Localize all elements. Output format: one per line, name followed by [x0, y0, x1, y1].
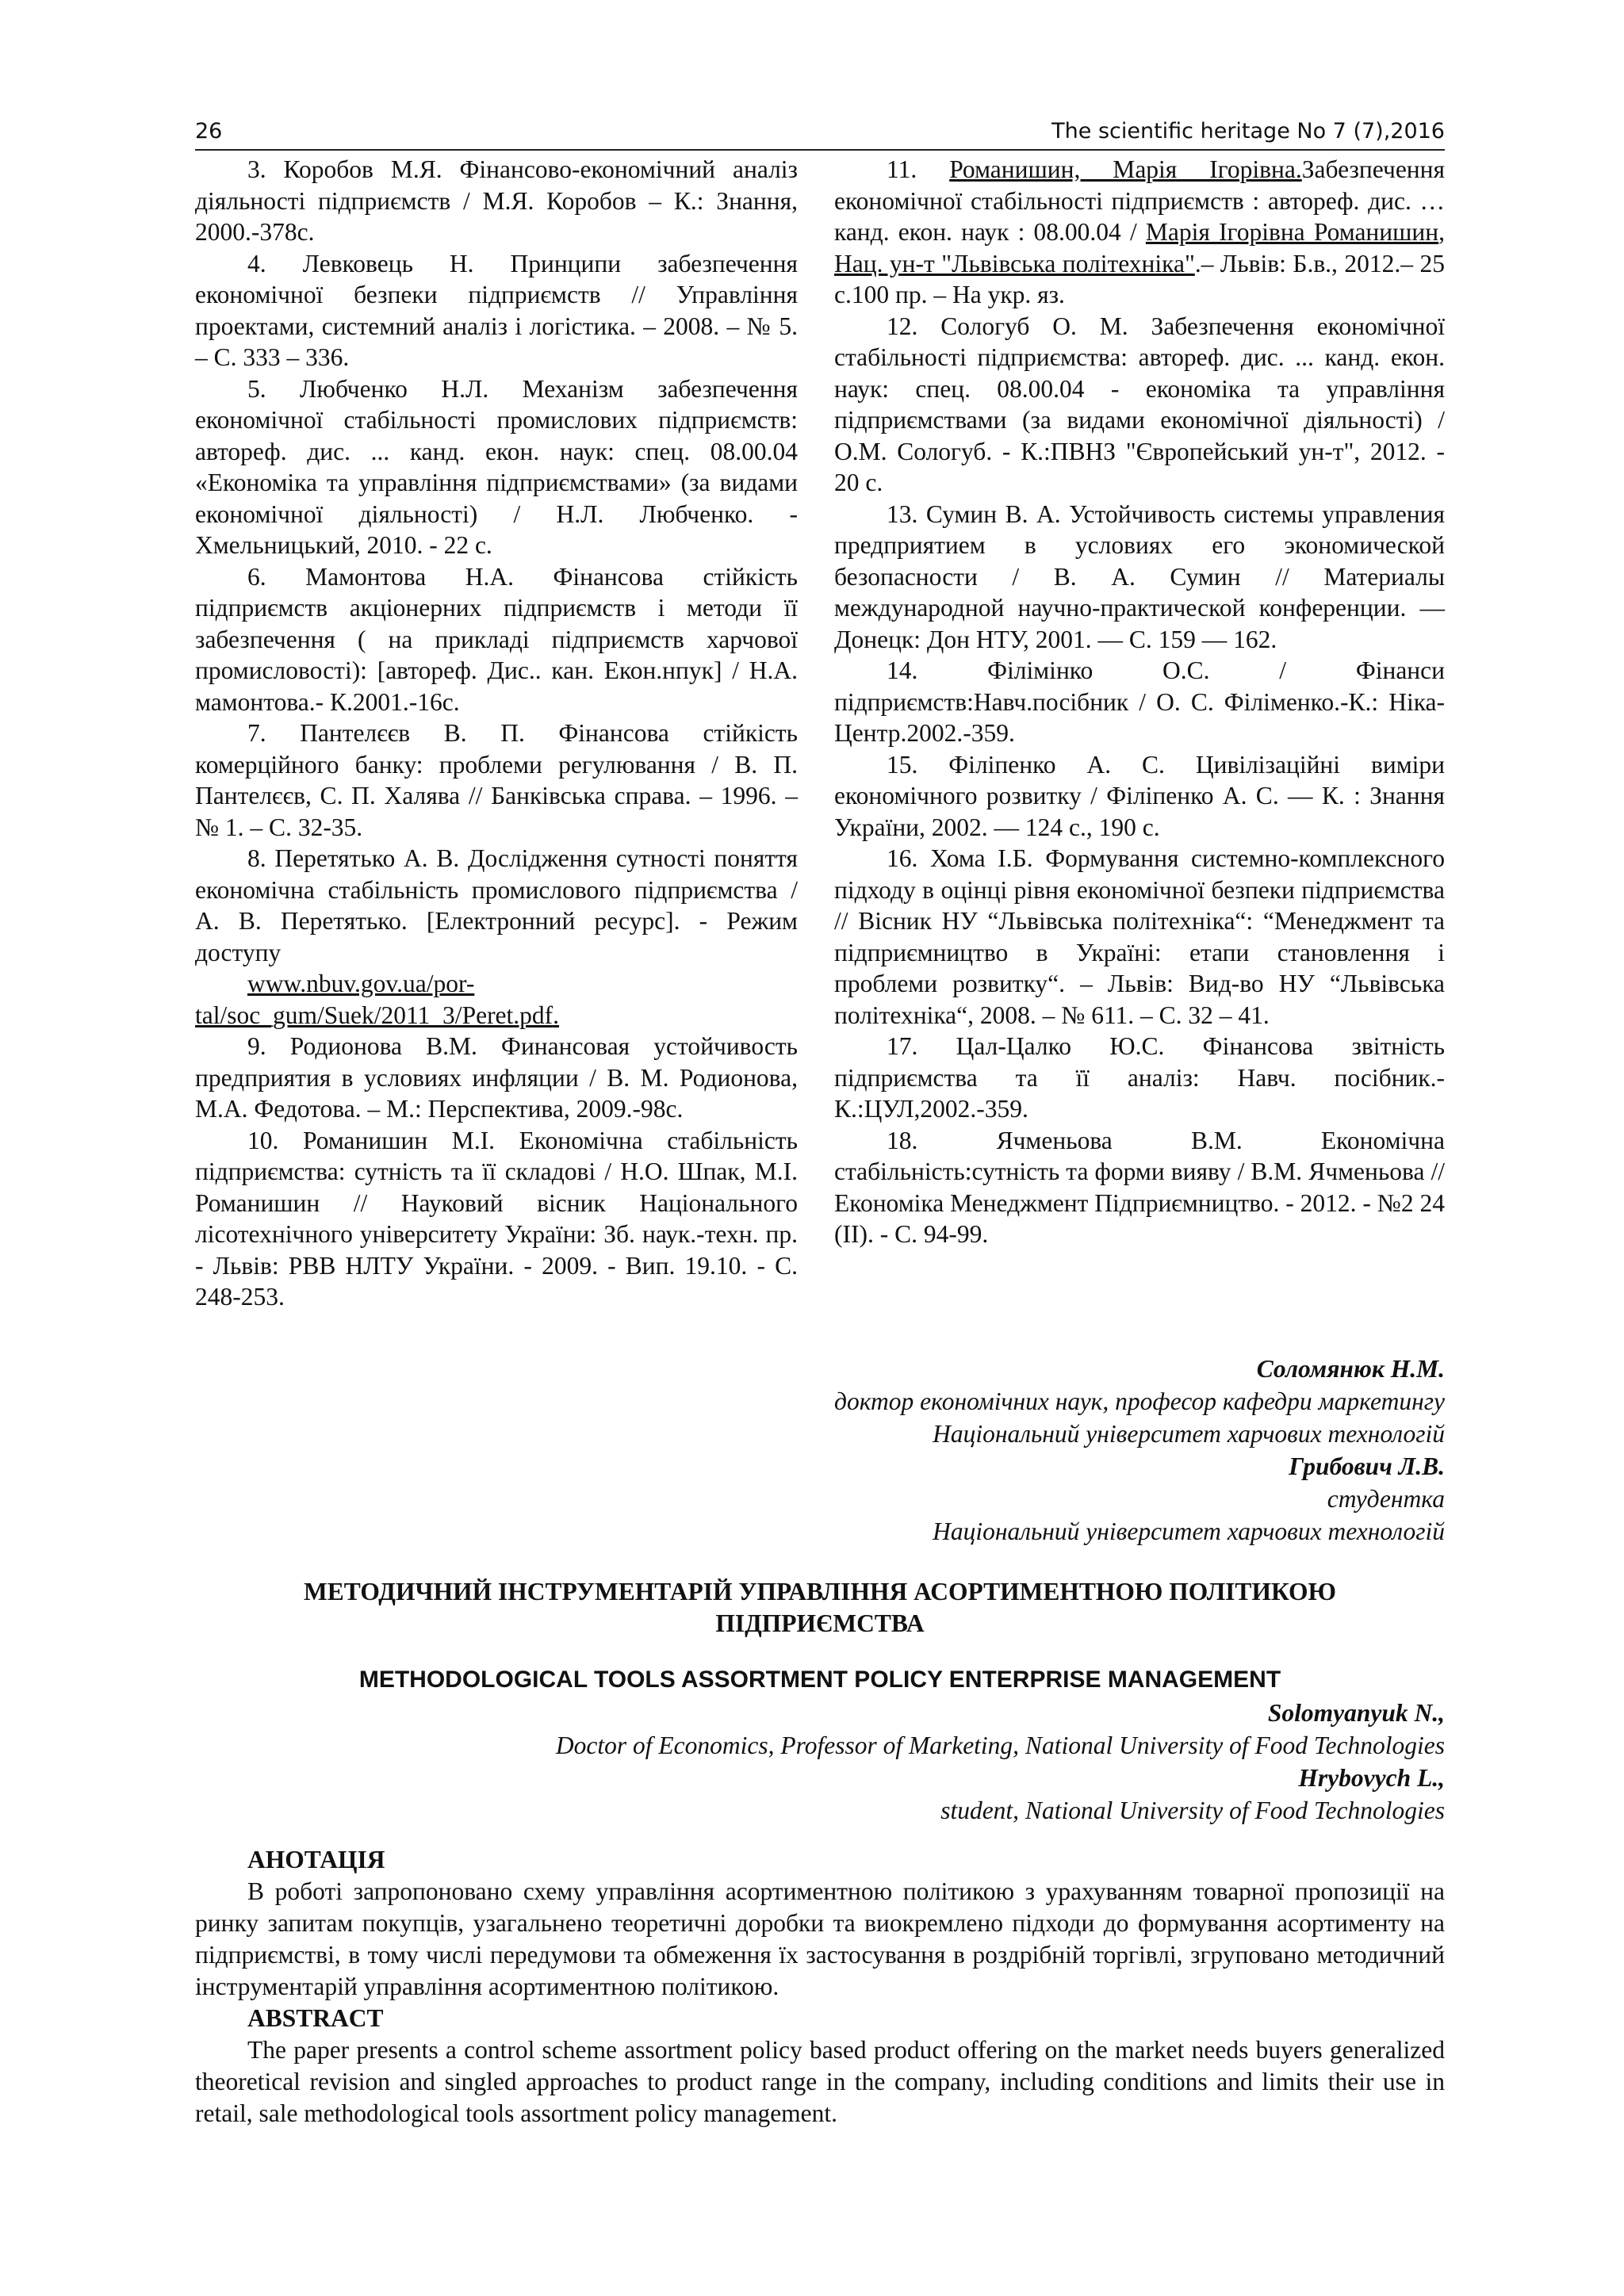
- title-ua-line: ПІДПРИЄМСТВА: [715, 1609, 925, 1637]
- reference-item: 16. Хома І.Б. Формування системно-комплексного підходу в оцінці рівня економічної безпеки підприємства // Вісник НУ “Львівська політехніка“: “Менеджмент та підприємництво в Україні: етапи становлення і проблеми розвитку“. – Львів: Вид-во НУ “Львівська політехніка“, 2008. – № 611. – С. 32 – 41.: [834, 844, 1445, 1029]
- reference-link-text[interactable]: tal/soc_gum/Suek/2011_3/Peret.pdf: [195, 1001, 553, 1029]
- reference-link[interactable]: www.nbuv.gov.ua/por-: [247, 970, 475, 997]
- author-title: студентка: [1327, 1485, 1445, 1513]
- article-title-ua: [195, 1576, 1445, 1640]
- ref11-institution-link[interactable]: Нац. ун-т "Львівська політехніка": [834, 249, 1195, 277]
- author-affiliation: Doctor of Economics, Professor of Marketing, National University of Food Technologies: [555, 1732, 1445, 1759]
- authors-ua: [682, 1353, 1445, 1548]
- annotation-text: В роботі запропоновано схему управління асортиментною політикою з урахуванням товарної пропозиції на ринку запитам покупців, узагальнено теоретичні доробки та виокремлено підходи до формування асортименту на підприємстві, в тому числі передумови та обмеження їх застосування в роздрібній торгівлі, згруповано методичний інструментарій управління асортиментною політикою.: [195, 1877, 1445, 2000]
- abstract-text: The paper presents a control scheme assortment policy based product offering on the market needs buyers generalized theoretical revision and singled approaches to product range in the company, including conditions and limits their use in retail, sale methodological tools assortment policy management.: [195, 2036, 1445, 2127]
- annotation-heading: АНОТАЦІЯ: [247, 1846, 385, 1873]
- author-name: Соломянюк Н.М.: [1256, 1355, 1445, 1383]
- reference-item: 10. Романишин М.І. Економічна стабільність підприємства: сутність та її складові / Н.О. Шпак, М.І. Романишин // Науковий вісник Національного лісотехнічного університету України: Зб. наук.-техн. пр. - Львів: РВВ НЛТУ України. - 2009. - Вип. 19.10. - С. 248-253.: [195, 1126, 798, 1311]
- ref11-num: 11.: [887, 155, 950, 183]
- author-name: Hrybovych L.,: [1298, 1764, 1445, 1792]
- reference-item-11: [834, 154, 1445, 311]
- reference-item: 18. Ячменьова В.М. Економічна стабільність:сутність та форми вияву / В.М. Ячменьова // Економіка Менеджмент Підприємництво. - 2012. - №2 24 (II). - С. 94-99.: [834, 1126, 1445, 1248]
- reference-item: 5. Любченко Н.Л. Механізм забезпечення економічної стабільності промислових підприємств: автореф. дис. ... канд. екон. наук: спец. 08.00.04 «Економіка та управління підприємствами» (за видами економічної діяльності) / Н.Л. Любченко. - Хмельницький, 2010. - 22 с.: [195, 374, 798, 559]
- reference-item: 7. Пантелєєв В. П. Фінансова стійкість комерційного банку: проблеми регулювання / В. П. Пантелєєв, С. П. Халява // Банківська справа. – 1996. – № 1. – С. 32-35.: [195, 719, 798, 841]
- page-header: [195, 117, 1445, 151]
- reference-item: 13. Сумин В. А. Устойчивость системы управления предприятием в условиях его экономической безопасности / В. А. Сумин // Материалы международной научно-практической конференции. — Донецк: Дон НТУ, 2001. — С. 159 — 162.: [834, 499, 1445, 653]
- author-name: Грибович Л.В.: [1289, 1452, 1445, 1480]
- reference-item: 6. Мамонтова Н.А. Фінансова стійкість підприємств акціонерних підприємств і методи її забезпечення ( на прикладі підприємств харчової промисловості): [автореф. Дис.. кан. Екон.нпук] / Н.А. мамонтова.- К.2001.-16с.: [195, 562, 798, 716]
- abstract-section: [195, 2003, 1445, 2130]
- references-right-column: [834, 154, 1445, 1250]
- ref11-text1: Забезпечення економічної стабільності підприємств : автореф. дис. … канд. екон. наук : 08.00.04 /: [834, 155, 1445, 246]
- ref11-text2: ,: [1438, 218, 1445, 246]
- reference-item: 14. Філімінко О.С. / Фінанси підприємств:Навч.посібник / О. С. Філіменко.-К.: Ніка-Центр.2002.-359.: [834, 656, 1445, 747]
- abstract-heading: ABSTRACT: [247, 2004, 384, 2032]
- references-left-column: [195, 154, 798, 1313]
- author-title: доктор економічних наук, професор кафедри маркетингу: [834, 1387, 1445, 1415]
- author-affiliation: student, National University of Food Technologies: [940, 1797, 1445, 1824]
- author-affiliation: Національний університет харчових технологій: [933, 1517, 1445, 1545]
- reference-item: 4. Левковець Н. Принципи забезпечення економічної безпеки підприємств // Управління проектами, системний аналіз і логістика. – 2008. – № 5. – С. 333 – 336.: [195, 249, 798, 371]
- article-title-en: METHODOLOGICAL TOOLS ASSORTMENT POLICY ENTERPRISE MANAGEMENT: [358, 1667, 1281, 1693]
- title-ua-line: МЕТОДИЧНИЙ ІНСТРУМЕНТАРІЙ УПРАВЛІННЯ АСОРТИМЕНТНОЮ ПОЛІТИКОЮ: [304, 1578, 1336, 1605]
- ref11-author-link[interactable]: Романишин, Марія Ігорівна.: [949, 155, 1302, 183]
- reference-item: 17. Цал-Цалко Ю.С. Фінансова звітність підприємства та її аналіз: Навч. посібник.-К.:ЦУЛ,2002.-359.: [834, 1032, 1445, 1123]
- reference-item: 12. Сологуб О. М. Забезпечення економічної стабільності підприємства: автореф. дис. ... канд. екон. наук: спец. 08.00.04 - економіка та управління підприємствами (за видами економічної діяльності) / О.М. Сологуб. - К.:ПВНЗ "Європейський ун-т", 2012. - 20 с.: [834, 312, 1445, 496]
- ref11-text3: .– Львів: Б.в., 2012.– 25 с.100 пр. – На укр. яз.: [834, 249, 1445, 308]
- annotation-section: [195, 1844, 1445, 2003]
- author-affiliation: Національний університет харчових технологій: [933, 1420, 1445, 1448]
- page-number: 26: [195, 119, 223, 144]
- reference-item: 8. Перетятько А. В. Дослідження сутності поняття економічна стабільність промислового підприємства / А. В. Перетятько. [Електронний ресурс]. - Режим доступу: [195, 844, 798, 966]
- authors-en: [396, 1697, 1445, 1827]
- reference-item: 9. Родионова В.М. Финансовая устойчивость предприятия в условиях инфляции / В. М. Родионова, М.А. Федотова. – М.: Перспектива, 2009.-98с.: [195, 1032, 798, 1123]
- journal-title: The scientific heritage No 7 (7),2016: [1051, 119, 1445, 144]
- ref11-author-link2[interactable]: Марія Ігорівна Романишин: [1145, 218, 1439, 246]
- reference-item: 3. Коробов М.Я. Фінансово-економічний аналіз діяльності підприємств / М.Я. Коробов – К.: Знання, 2000.-378с.: [195, 155, 798, 246]
- reference-item: 15. Філіпенко А. С. Цивілізаційні виміри економічного розвитку / Філіпенко А. С. — К. : Знання України, 2002. — 124 с., 190 с.: [834, 750, 1445, 841]
- author-name: Solomyanyuk N.,: [1267, 1699, 1445, 1727]
- reference-link-end: .: [553, 1001, 560, 1029]
- reference-link-continued[interactable]: [195, 1000, 798, 1031]
